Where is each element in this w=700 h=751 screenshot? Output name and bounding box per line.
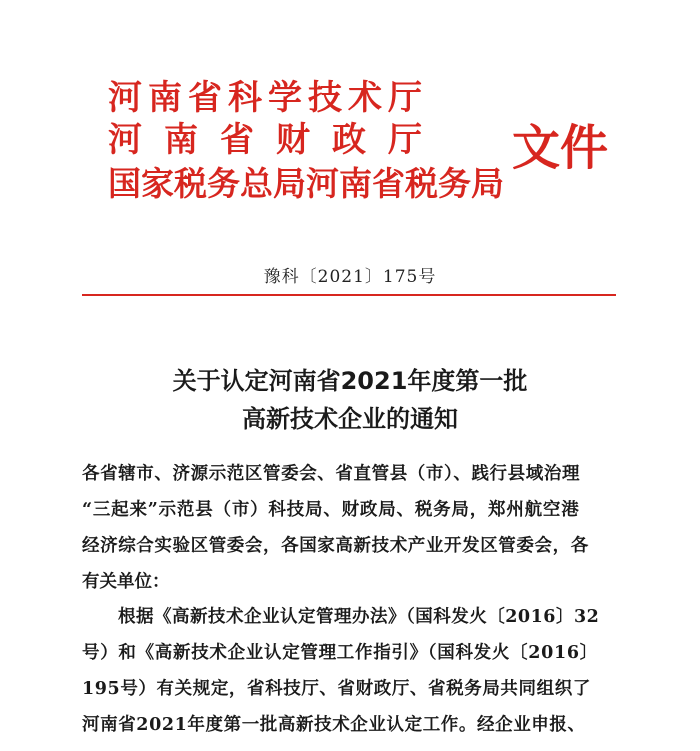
body-text-line: “三起来”示范县（市）科技局、财政局、税务局，郑州航空港	[82, 500, 580, 520]
document-title-line-1: 关于认定河南省2021年度第一批	[172, 367, 528, 395]
body-text-line: 各省辖市、济源示范区管委会、省直管县（市）、践行县域治理	[82, 464, 581, 484]
document-title-line-2: 高新技术企业的通知	[242, 405, 458, 433]
issuer-finance-department: 河南省财政厅	[108, 120, 444, 160]
body-text-line: 号）和《高新技术企业认定管理工作指引》（国科发火〔2016〕	[82, 643, 598, 663]
body-text-line: 经济综合实验区管委会，各国家高新技术产业开发区管委会，各	[82, 536, 589, 556]
document-header	[108, 78, 608, 208]
issuer-tax-bureau: 国家税务总局河南省税务局	[108, 164, 504, 203]
red-divider-line	[82, 294, 616, 296]
body-text-line: 根据《高新技术企业认定管理办法》（国科发火〔2016〕32	[118, 607, 600, 627]
document-type-label: 文件	[512, 120, 609, 176]
issuer-science-department: 河南省科学技术厅	[108, 78, 428, 118]
body-text-line: 河南省2021年度第一批高新技术企业认定工作。经企业申报、	[82, 715, 586, 735]
document-number: 豫科〔2021〕175号	[263, 267, 437, 287]
body-text-line: 有关单位：	[82, 572, 170, 592]
body-text-line: 195号）有关规定，省科技厅、省财政厅、省税务局共同组织了	[82, 679, 591, 699]
